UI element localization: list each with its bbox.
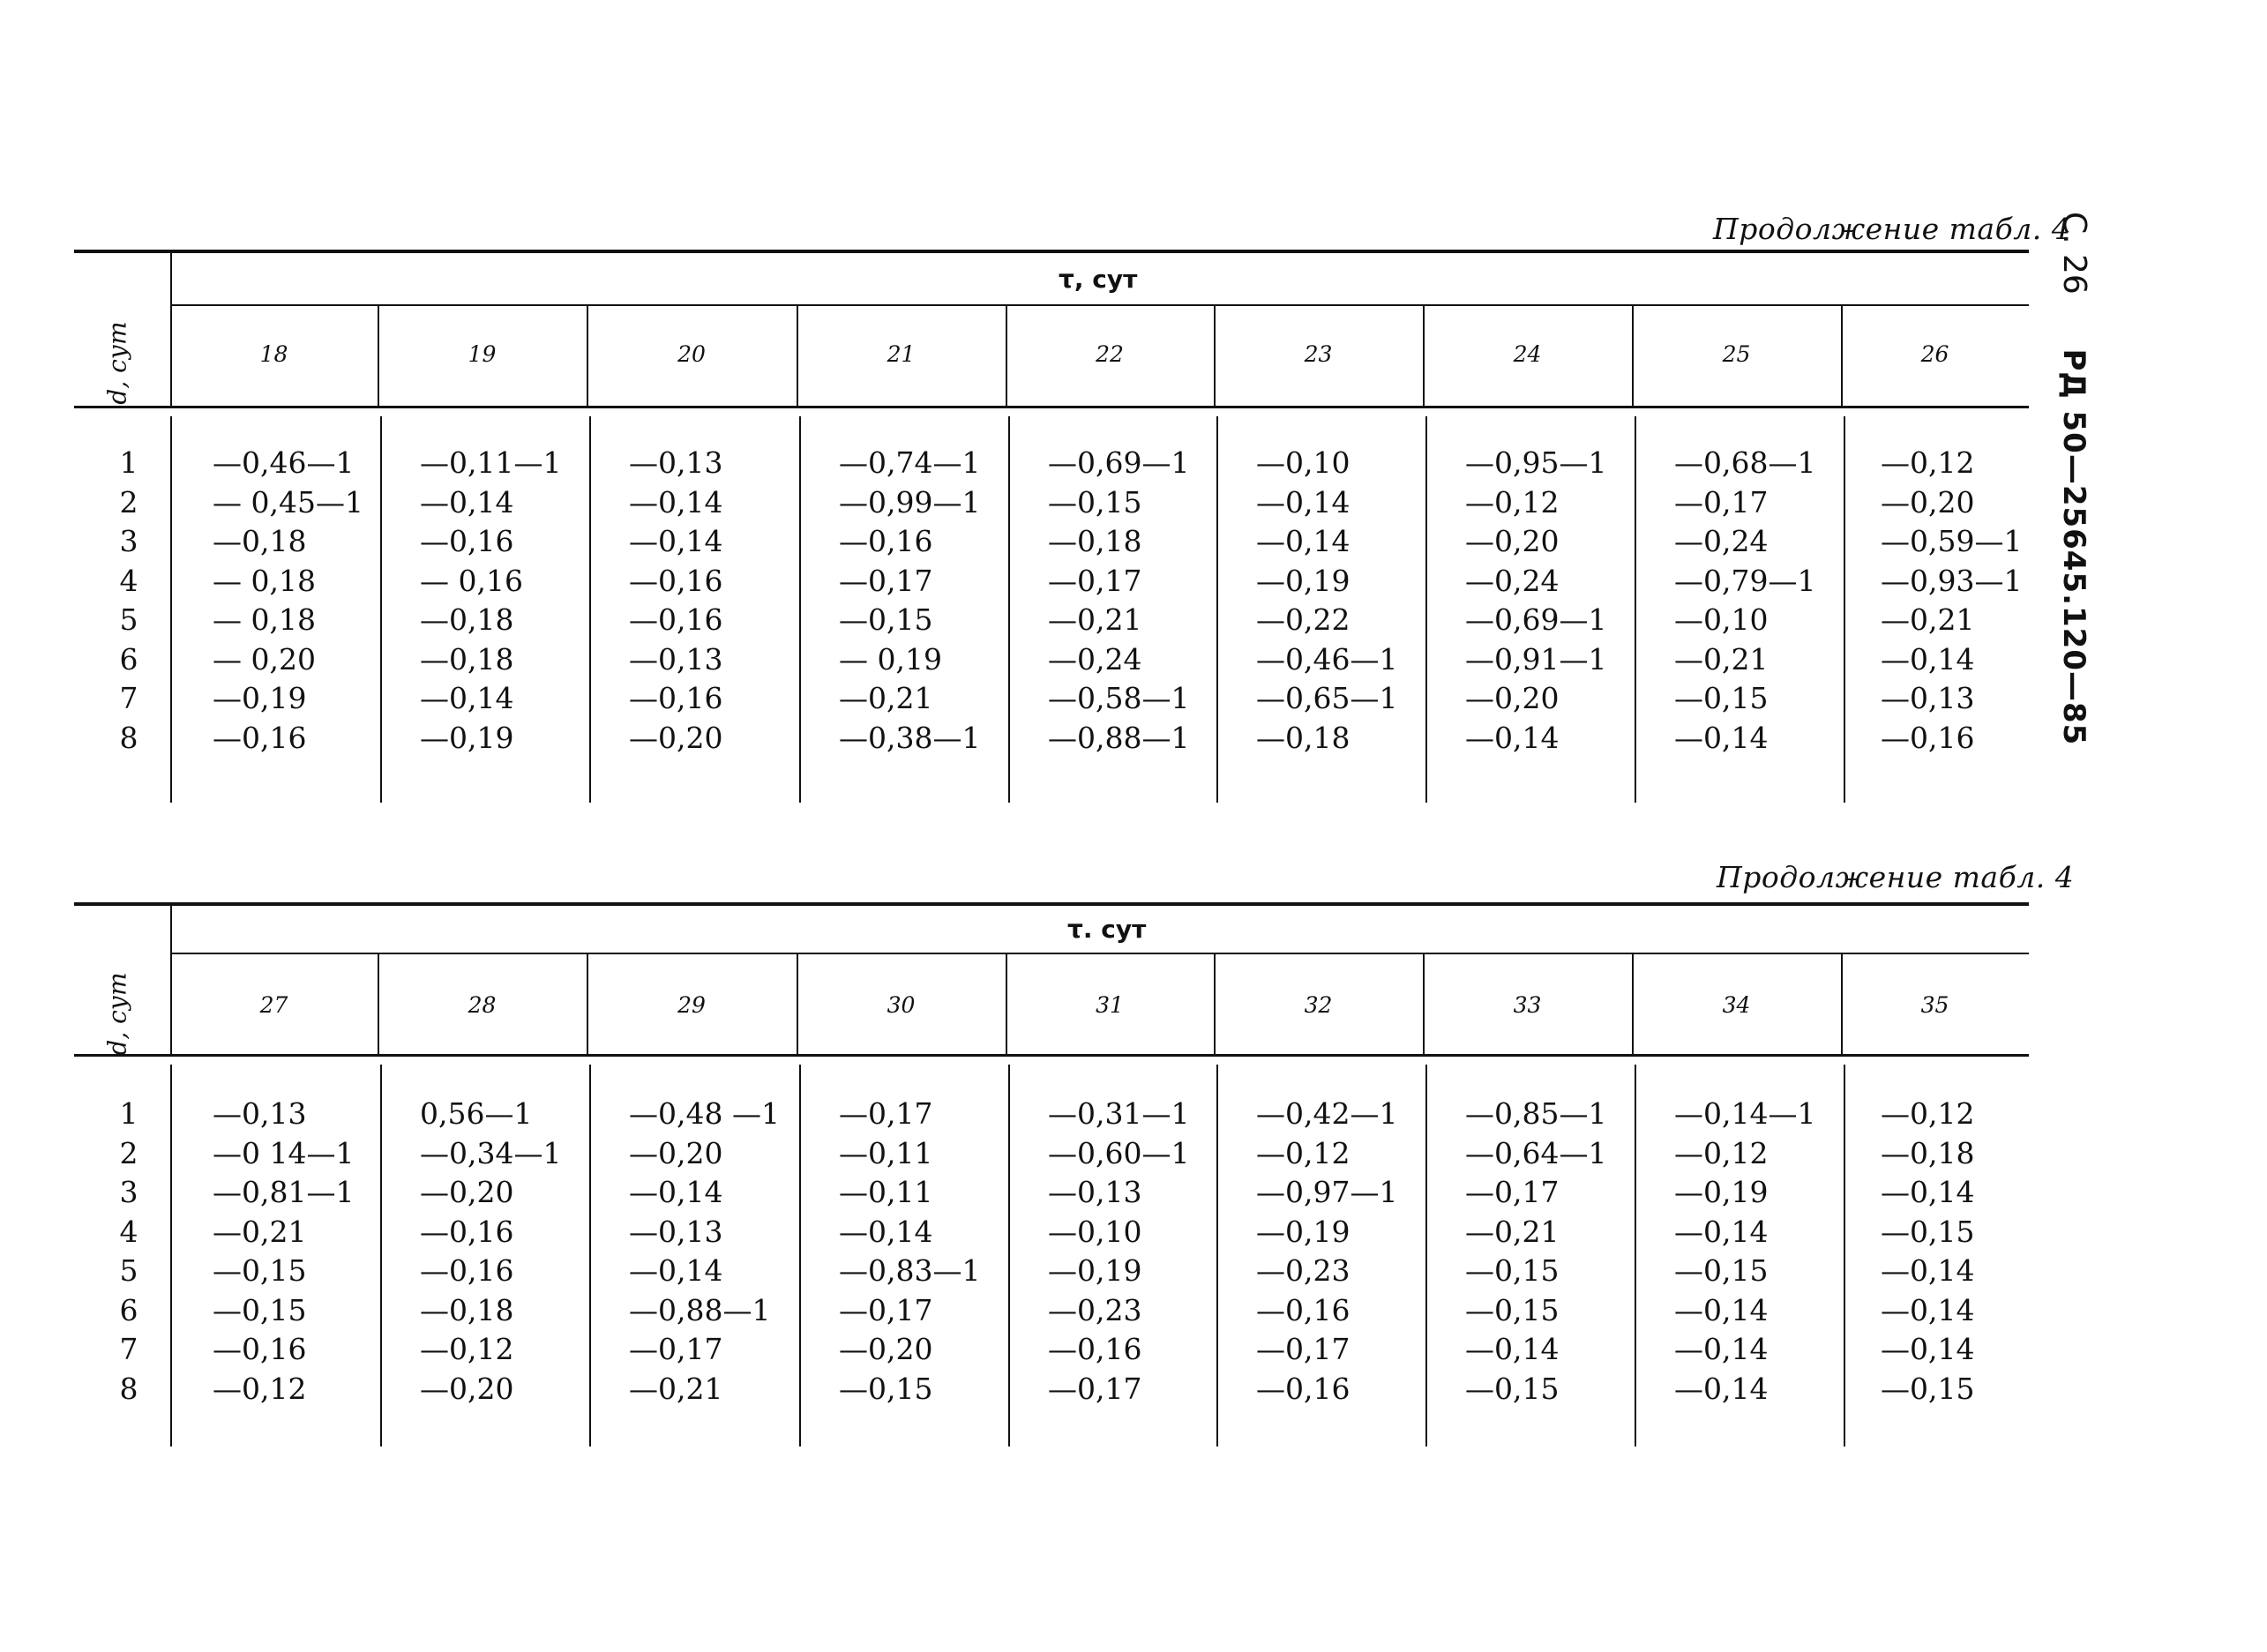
column-rule xyxy=(380,416,382,803)
table-cell: —0,68—1 xyxy=(1674,445,1816,480)
row-label: 6 xyxy=(119,641,138,676)
row-label: 4 xyxy=(119,1214,138,1249)
column-rule xyxy=(587,954,588,1054)
row-label: 8 xyxy=(119,720,138,755)
table-cell: —0,19 xyxy=(1048,1253,1142,1288)
table-cell: —0,15 xyxy=(1048,484,1142,520)
row-label: 3 xyxy=(119,524,138,558)
table-cell: —0,16 xyxy=(420,1214,514,1249)
table-cell: —0,42—1 xyxy=(1256,1096,1398,1131)
table-cell: —0,46—1 xyxy=(213,445,355,480)
table-cell: —0,20 xyxy=(1465,524,1560,558)
column-rule xyxy=(1425,1065,1427,1446)
table-cell: —0,14 xyxy=(629,524,723,558)
table-cell: —0,65—1 xyxy=(1256,681,1398,715)
table-cell: —0,91—1 xyxy=(1465,641,1607,676)
table-cell: —0,16 xyxy=(420,1253,514,1288)
table-cell: —0,12 xyxy=(1674,1135,1769,1170)
table-cell: —0,15 xyxy=(1881,1214,1975,1249)
table-cell: —0,19 xyxy=(213,681,307,715)
row-label: 2 xyxy=(119,484,138,520)
table-cell: —0,21 xyxy=(1465,1214,1560,1249)
column-header: 32 xyxy=(1304,992,1333,1018)
table-cell: —0,83—1 xyxy=(839,1253,981,1288)
row-label: 5 xyxy=(119,1253,138,1288)
table-cell: —0,88—1 xyxy=(1048,720,1190,755)
table-cell: —0,81—1 xyxy=(213,1175,355,1209)
table-cell: 0,56—1 xyxy=(420,1096,533,1131)
table-cell: —0,10 xyxy=(1256,445,1350,480)
table-cell: —0,74—1 xyxy=(839,445,981,480)
table-cell: —0,14 xyxy=(629,1175,723,1209)
table-cell: —0,48 —1 xyxy=(629,1096,780,1131)
row-label: 7 xyxy=(119,1332,138,1366)
table-cell: —0,16 xyxy=(629,602,723,637)
table-cell: —0,15 xyxy=(213,1253,307,1288)
table-cell: —0,59—1 xyxy=(1881,524,2023,558)
column-rule xyxy=(380,1065,382,1446)
table-cell: —0,15 xyxy=(1674,681,1769,715)
table-cell: —0,23 xyxy=(1048,1292,1142,1327)
table-cell: —0,15 xyxy=(1674,1253,1769,1288)
table-cell: —0,16 xyxy=(1256,1371,1350,1406)
column-header: 30 xyxy=(887,992,916,1018)
column-rule xyxy=(1008,416,1010,803)
table-cell: —0,12 xyxy=(1881,1096,1975,1131)
table-cell: —0,24 xyxy=(1674,524,1769,558)
table-cell: —0,21 xyxy=(1881,602,1975,637)
column-rule xyxy=(378,954,379,1054)
running-header xyxy=(2039,212,2092,746)
table-cell: —0,16 xyxy=(1048,1332,1142,1366)
row-label: 1 xyxy=(119,445,138,480)
column-rule xyxy=(378,306,379,406)
table-cell: —0,14 xyxy=(1881,1253,1975,1288)
column-header: 34 xyxy=(1722,992,1751,1018)
column-rule xyxy=(1841,954,1843,1054)
row-label: 1 xyxy=(119,1096,138,1131)
column-header: 22 xyxy=(1096,341,1124,367)
table-cell: —0,14 xyxy=(1674,720,1769,755)
page-number: С. 26 xyxy=(2056,212,2092,295)
table-cell: —0,64—1 xyxy=(1465,1135,1607,1170)
column-rule xyxy=(1844,1065,1845,1446)
column-rule xyxy=(1423,306,1425,406)
table-cell: —0,60—1 xyxy=(1048,1135,1190,1170)
table-cell: — 0,16 xyxy=(420,563,523,598)
table-cell: —0,17 xyxy=(629,1332,723,1366)
rule-line xyxy=(74,406,2029,408)
table-cell: —0,34—1 xyxy=(420,1135,562,1170)
table-cell: —0,17 xyxy=(1674,484,1769,520)
table-cell: —0,17 xyxy=(839,1292,933,1327)
row-axis-label xyxy=(103,972,132,1055)
column-rule xyxy=(1008,1065,1010,1446)
table-cell: —0,20 xyxy=(839,1332,933,1366)
table-cell: —0,18 xyxy=(420,602,514,637)
rule-line xyxy=(74,1054,2029,1057)
table-cell: —0,16 xyxy=(629,681,723,715)
table-cell: —0,15 xyxy=(1465,1253,1560,1288)
table-cell: —0,88—1 xyxy=(629,1292,771,1327)
table-cell: —0,20 xyxy=(1465,681,1560,715)
table-cell: —0,93—1 xyxy=(1881,563,2023,598)
column-header: 20 xyxy=(677,341,706,367)
table-cell: —0,16 xyxy=(213,1332,307,1366)
column-header: 29 xyxy=(677,992,706,1018)
table-cell: —0,14 xyxy=(1256,524,1350,558)
column-rule xyxy=(587,306,588,406)
row-label: 4 xyxy=(119,563,138,598)
column-axis-label: τ. сут xyxy=(1067,915,1147,944)
table-cell: —0,21 xyxy=(1674,641,1769,676)
rule-line xyxy=(74,250,2029,253)
table-cell: —0,20 xyxy=(420,1175,514,1209)
table-cell: —0,20 xyxy=(629,720,723,755)
table-cell: —0,24 xyxy=(1465,563,1560,598)
table-cell: —0,14 xyxy=(1881,1175,1975,1209)
table-cell: —0,17 xyxy=(1256,1332,1350,1366)
table-cell: —0,14 xyxy=(420,681,514,715)
table-cell: —0,16 xyxy=(839,524,933,558)
table-cell: —0,10 xyxy=(1674,602,1769,637)
table-cell: —0,13 xyxy=(629,641,723,676)
column-rule xyxy=(1635,1065,1636,1446)
column-rule xyxy=(799,1065,801,1446)
table-cell: —0,12 xyxy=(1256,1135,1350,1170)
table-cell: —0,14 xyxy=(629,484,723,520)
table-cell: —0,19 xyxy=(1256,1214,1350,1249)
table-cell: —0,69—1 xyxy=(1048,445,1190,480)
table-cell: —0,12 xyxy=(1881,445,1975,480)
table-cell: —0,15 xyxy=(1465,1371,1560,1406)
table-cell: —0,17 xyxy=(839,1096,933,1131)
table-cell: —0,14 xyxy=(420,484,514,520)
row-label: 7 xyxy=(119,681,138,715)
column-header: 19 xyxy=(468,341,497,367)
column-header: 28 xyxy=(468,992,497,1018)
table-cell: —0,15 xyxy=(1881,1371,1975,1406)
table-cell: —0,14 xyxy=(1256,484,1350,520)
table-cell: —0,21 xyxy=(839,681,933,715)
document-code: РД 50—25645.120—85 xyxy=(2056,348,2091,746)
table-cell: —0,16 xyxy=(1256,1292,1350,1327)
table-cell: —0,69—1 xyxy=(1465,602,1607,637)
table-cell: —0,12 xyxy=(1465,484,1560,520)
table-cell: —0,14 xyxy=(1465,720,1560,755)
table-cell: —0,14 xyxy=(1674,1332,1769,1366)
table-cell: —0,14 xyxy=(1465,1332,1560,1366)
table-cell: —0,97—1 xyxy=(1256,1175,1398,1209)
table-cell: —0,17 xyxy=(839,563,933,598)
table-cell: —0,16 xyxy=(213,720,307,755)
table-cell: —0,10 xyxy=(1048,1214,1142,1249)
row-axis-label-text: d, сут xyxy=(102,321,132,405)
table-cell: —0,46—1 xyxy=(1256,641,1398,676)
table-cell: —0,11 xyxy=(839,1175,933,1209)
rule-line xyxy=(170,953,2029,954)
table-caption: Продолжение табл. 4 xyxy=(1717,860,2075,894)
table-cell: — 0,18 xyxy=(213,602,316,637)
table-cell: —0,15 xyxy=(839,602,933,637)
column-axis-label: τ, сут xyxy=(1059,265,1138,294)
table-cell: — 0,20 xyxy=(213,641,316,676)
column-header: 23 xyxy=(1304,341,1333,367)
column-header: 33 xyxy=(1513,992,1542,1018)
column-header: 26 xyxy=(1920,341,1949,367)
table-cell: —0,21 xyxy=(1048,602,1142,637)
table-cell: —0,14 xyxy=(629,1253,723,1288)
table-cell: —0,19 xyxy=(1256,563,1350,598)
table-cell: — 0,19 xyxy=(839,641,942,676)
column-rule xyxy=(1844,416,1845,803)
table-cell: —0,16 xyxy=(420,524,514,558)
table-cell: —0,79—1 xyxy=(1674,563,1816,598)
table-cell: —0,14 xyxy=(1674,1371,1769,1406)
table-cell: —0,18 xyxy=(1881,1135,1975,1170)
row-label: 8 xyxy=(119,1371,138,1406)
column-rule xyxy=(170,416,172,803)
column-rule xyxy=(170,1065,172,1446)
table-cell: —0,19 xyxy=(1674,1175,1769,1209)
table-cell: —0,14 xyxy=(839,1214,933,1249)
column-rule xyxy=(1214,954,1216,1054)
table-cell: —0,22 xyxy=(1256,602,1350,637)
table-cell: —0 14—1 xyxy=(213,1135,355,1170)
table-cell: —0,21 xyxy=(629,1371,723,1406)
table-cell: —0,24 xyxy=(1048,641,1142,676)
table-cell: —0,95—1 xyxy=(1465,445,1607,480)
column-rule xyxy=(797,306,798,406)
table-cell: —0,99—1 xyxy=(839,484,981,520)
table-cell: —0,20 xyxy=(629,1135,723,1170)
table-cell: —0,17 xyxy=(1048,1371,1142,1406)
column-rule xyxy=(1841,306,1843,406)
table-cell: —0,13 xyxy=(1881,681,1975,715)
table-cell: —0,16 xyxy=(629,563,723,598)
table-cell: —0,15 xyxy=(839,1371,933,1406)
table-cell: —0,18 xyxy=(1048,524,1142,558)
row-axis-label xyxy=(103,321,132,404)
column-header: 31 xyxy=(1096,992,1124,1018)
column-rule xyxy=(1216,1065,1218,1446)
column-rule xyxy=(589,416,591,803)
table-cell: —0,20 xyxy=(1881,484,1975,520)
table-cell: —0,12 xyxy=(420,1332,514,1366)
table-cell: —0,13 xyxy=(629,1214,723,1249)
table-cell: — 0,45—1 xyxy=(213,484,363,520)
table-cell: —0,15 xyxy=(1465,1292,1560,1327)
row-axis-label-text: d, сут xyxy=(102,972,132,1056)
row-label: 6 xyxy=(119,1292,138,1327)
table-cell: —0,18 xyxy=(1256,720,1350,755)
column-rule xyxy=(170,902,172,1054)
rule-line xyxy=(170,304,2029,306)
column-rule xyxy=(1216,416,1218,803)
table-cell: —0,38—1 xyxy=(839,720,981,755)
table-cell: —0,18 xyxy=(420,641,514,676)
table-cell: —0,20 xyxy=(420,1371,514,1406)
table-cell: —0,14 xyxy=(1674,1214,1769,1249)
table-cell: —0,13 xyxy=(1048,1175,1142,1209)
table-cell: —0,15 xyxy=(213,1292,307,1327)
column-rule xyxy=(797,954,798,1054)
column-rule xyxy=(1214,306,1216,406)
row-label: 3 xyxy=(119,1175,138,1209)
table-cell: —0,14 xyxy=(1881,1292,1975,1327)
column-rule xyxy=(1632,954,1634,1054)
column-header: 24 xyxy=(1513,341,1542,367)
table-cell: —0,18 xyxy=(420,1292,514,1327)
column-rule xyxy=(1006,306,1007,406)
row-label: 5 xyxy=(119,602,138,637)
table-cell: —0,14 xyxy=(1674,1292,1769,1327)
table-cell: —0,14 xyxy=(1881,641,1975,676)
column-rule xyxy=(1006,954,1007,1054)
table-cell: —0,13 xyxy=(213,1096,307,1131)
table-cell: —0,23 xyxy=(1256,1253,1350,1288)
table-cell: —0,31—1 xyxy=(1048,1096,1190,1131)
table-cell: —0,21 xyxy=(213,1214,307,1249)
column-header: 18 xyxy=(259,341,288,367)
column-rule xyxy=(1632,306,1634,406)
table-cell: — 0,18 xyxy=(213,563,316,598)
table-cell: —0,85—1 xyxy=(1465,1096,1607,1131)
row-label: 2 xyxy=(119,1135,138,1170)
column-rule xyxy=(1425,416,1427,803)
table-cell: —0,14—1 xyxy=(1674,1096,1816,1131)
column-header: 21 xyxy=(887,341,916,367)
table-cell: —0,11—1 xyxy=(420,445,562,480)
column-header: 27 xyxy=(259,992,288,1018)
column-rule xyxy=(799,416,801,803)
table-cell: —0,17 xyxy=(1465,1175,1560,1209)
column-rule xyxy=(170,250,172,406)
column-rule xyxy=(1635,416,1636,803)
table-cell: —0,12 xyxy=(213,1371,307,1406)
table-cell: —0,16 xyxy=(1881,720,1975,755)
column-rule xyxy=(589,1065,591,1446)
column-header: 25 xyxy=(1722,341,1751,367)
table-cell: —0,18 xyxy=(213,524,307,558)
table-cell: —0,14 xyxy=(1881,1332,1975,1366)
column-rule xyxy=(1423,954,1425,1054)
column-header: 35 xyxy=(1920,992,1949,1018)
table-cell: —0,13 xyxy=(629,445,723,480)
table-cell: —0,11 xyxy=(839,1135,933,1170)
table-caption: Продолжение табл. 4 xyxy=(1713,212,2071,246)
table-cell: —0,19 xyxy=(420,720,514,755)
rule-line xyxy=(74,902,2029,906)
table-cell: —0,58—1 xyxy=(1048,681,1190,715)
table-cell: —0,17 xyxy=(1048,563,1142,598)
